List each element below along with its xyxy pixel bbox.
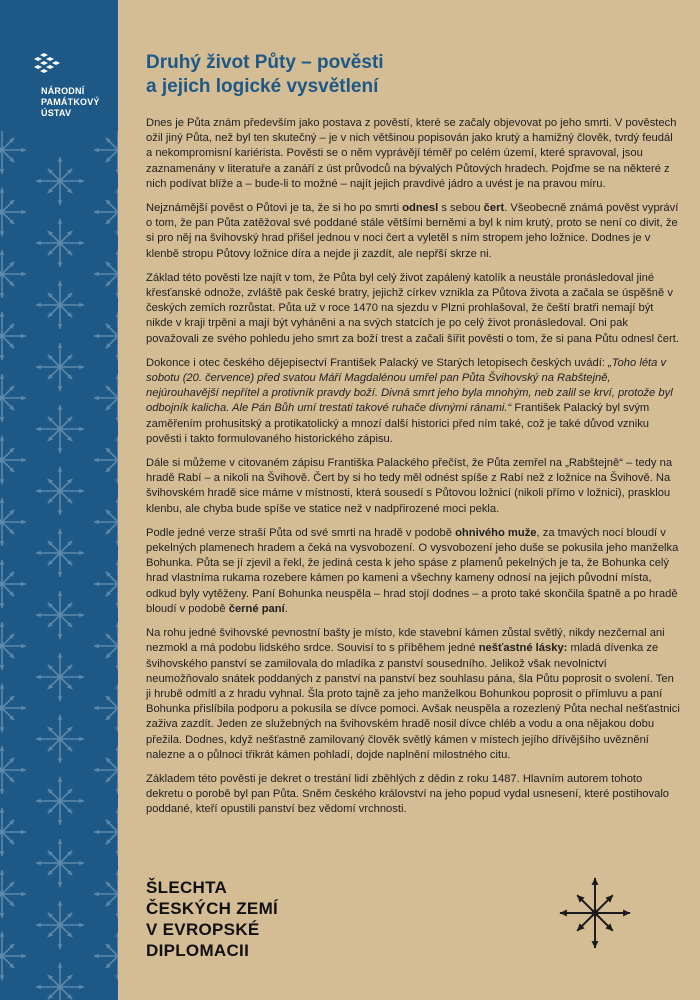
main-content bbox=[146, 50, 680, 827]
pattern-compass-icon bbox=[0, 932, 26, 980]
paragraph-2 bbox=[146, 201, 680, 262]
pattern-compass-icon bbox=[36, 715, 84, 763]
pattern-compass-icon bbox=[94, 808, 118, 856]
pattern-compass-icon bbox=[0, 808, 26, 856]
pattern-compass-icon bbox=[0, 436, 26, 484]
pattern-compass-icon bbox=[36, 157, 84, 205]
text-run: černé paní bbox=[228, 602, 285, 615]
pattern-compass-icon bbox=[36, 591, 84, 639]
pattern-compass-icon bbox=[36, 467, 84, 515]
pattern-compass-icon bbox=[94, 746, 118, 794]
series-title-line-4: DIPLOMACII bbox=[146, 941, 250, 960]
pattern-compass-icon bbox=[36, 405, 84, 453]
sidebar bbox=[0, 0, 118, 1000]
text-run: Dnes je Půta znám především jako postava z pověstí, které se začaly objevovat po jeho smrti. V pověstech ožil jiný Půta, než byl ten skutečný – je v nich většinou popisován jako krutý a hamižný člověk, tvrdý feudál a nekompromisní kariérista. Pověsti se o něm vyprávějí téměř po celém území, které spravoval, jsou zaznamenány v literatuře a zanáří z úst průvodců na bývalých Půtových hradech. Pojďme se na některé z nich podívat blíže a – bude-li to možné – najít jejich pravdivé jádro a uvést je na pravou míru. bbox=[146, 117, 677, 190]
pattern-compass-icon bbox=[94, 374, 118, 422]
pattern-compass-icon bbox=[94, 126, 118, 174]
pattern-compass-icon bbox=[0, 498, 26, 546]
pattern-compass-icon bbox=[0, 188, 26, 236]
text-run: ohnivého muže bbox=[455, 526, 537, 539]
pattern-compass-icon bbox=[94, 498, 118, 546]
pattern-compass-icon bbox=[36, 777, 84, 825]
paragraph-1 bbox=[146, 116, 680, 192]
text-run: mladá dívenka ze švihovského panství se zamilovala do mladíka z panství sousedního. Jelikož však nevolnictví neumožňovalo snátek poddaných z panství na panství bez souhlasu pána, šla Půtu poprosit o svolení. Ten ji hrubě odmítl a z hradu vyhnal. Šla proto tajně za jeho manželkou Bohunkou poprosit o přímluvu a paní Bohunka přislíbila podporu a pokusila se dívce pomoci. Avšak neuspěla a rozezlený Půta nechal nešťastnici zaživa zazdít. Jeden ze služebných na švihovském hradě nosil dívce chléb a vodu a ona nějakou dobu přežila. Dodnes, když nešťastně zamilovaný člověk světlý kámen v místech jejího dřívějšího uvěznění nalezne a o půlnoci třikrát kámen pohladí, dojde naplnění milostného citu. bbox=[146, 642, 680, 761]
title-line-1: Druhý život Půty – pověsti bbox=[146, 52, 384, 73]
compass-rose-icon bbox=[556, 874, 634, 952]
paragraph-3 bbox=[146, 271, 680, 347]
series-title bbox=[146, 877, 278, 961]
pattern-compass-icon bbox=[0, 622, 26, 670]
series-title-line-3: V EVROPSKÉ bbox=[146, 920, 260, 939]
text-run: nešťastné lásky: bbox=[478, 642, 568, 655]
pattern-compass-icon bbox=[94, 622, 118, 670]
logo-line-1: NÁRODNÍ bbox=[41, 86, 85, 96]
text-run: , za tmavých nocí bloudí v pekelných plamenech hradem a čeká na vysvobození. O vysvobození jeho duše se pokusila jeho manželka Bohunka. Půta se jí zjevil a řekl, že jediná cesta k jeho spáse z plamenů pekelných je ta, že Bohunka celý hrad vlastníma rukama rozebere kámen po kameni a všechny kameny odnosí na jejich původní místa, odkud byly vytěženy. Paní Bohunka neuspěla – hrad stojí dodnes – a proto také skončila špatně a po hradě bloudí v podobě bbox=[146, 526, 679, 615]
text-run: „Toho léta v sobotu (20. července) před svatou Máří Magdalénou umřel pan Půta Švihovský na Rabštejně, nejúrouhavější nepřítel a protivník pravdy boží. Divná smrt jeho byla mnohým, neb zalil se krví, protože byl odbojník kalicha. Ale Pán Bůh umí trestati takové ruhače divnými ránami.“ bbox=[146, 356, 673, 415]
pattern-compass-icon bbox=[36, 963, 84, 1000]
text-run: . Všeobecně známá pověst vypráví o tom, že pan Půta zatěžoval své poddané stále většími berněmi a byl k nim krutý, proto se není co divit, že si pro něj na švihovský hrad přišel jednou v noci čert a vyletěl s ním stropem jeho ložnice. Dodnes je v klenbě stropu Půtovy ložnice díra a nejde ji zazdít, ale nepřší skrze ni. bbox=[146, 202, 679, 260]
pattern-compass-icon bbox=[0, 746, 26, 794]
series-title-line-1: ŠLECHTA bbox=[146, 878, 228, 897]
pattern-compass-icon bbox=[94, 560, 118, 608]
paragraph-6 bbox=[146, 526, 680, 617]
pattern-compass-icon bbox=[0, 126, 26, 174]
page-title bbox=[146, 51, 680, 99]
pattern-compass-icon bbox=[0, 312, 26, 360]
pattern-compass-icon bbox=[94, 932, 118, 980]
pattern-compass-icon bbox=[94, 250, 118, 298]
text-run: Základ této pověsti lze najít v tom, že Půta byl celý život zapálený katolík a neustále pronásledoval jiné křesťanské odnože, zvláště pak české bratry, jejichž církev vznikla za Půtova života a začala se úspěšně v českých zemích rozrůstat. Půta už v roce 1470 na sjezdu v Plzni prohlašoval, že čeští bratři nemají být nikde v kraji trpěni a mají být vyháněni a na svých statcích je po celý život pronásledoval. Oni pak považovali ze svého pohledu jeho smrt za boží trest a začali šířit pověsti o tom, že si pana Půtu odnesl čert. bbox=[146, 271, 679, 345]
pattern-compass-icon bbox=[0, 250, 26, 298]
npu-logo bbox=[0, 45, 118, 131]
paragraph-7 bbox=[146, 626, 680, 763]
pattern-compass-icon bbox=[94, 312, 118, 360]
pattern-compass-icon bbox=[94, 188, 118, 236]
paragraph-4 bbox=[146, 356, 680, 447]
compass-pattern bbox=[0, 0, 118, 1000]
text-run: Základem této pověsti je dekret o trestání lidí zběhlých z dědin z roku 1487. Hlavním autorem tohoto dekretu o porobě byl pan Půta. Sněm českého království na jeho popud vydal usnesení, které postihovalo poddané, kteří opustili panství bez vědomí vrchnosti. bbox=[146, 772, 670, 816]
pattern-compass-icon bbox=[0, 870, 26, 918]
series-title-line-2: ČESKÝCH ZEMÍ bbox=[146, 899, 279, 918]
text-run: s sebou bbox=[438, 202, 484, 215]
article-body bbox=[146, 116, 680, 818]
pattern-compass-icon bbox=[36, 839, 84, 887]
title-line-2: a jejich logické vysvětlení bbox=[146, 76, 379, 97]
pattern-compass-icon bbox=[0, 374, 26, 422]
pattern-compass-icon bbox=[36, 901, 84, 949]
pattern-compass-icon bbox=[94, 870, 118, 918]
text-run: odnesl bbox=[402, 202, 439, 215]
pattern-compass-icon bbox=[0, 560, 26, 608]
text-run: Dokonce i otec českého dějepisectví František Palacký ve Starých letopisech českých uvádí: bbox=[146, 356, 609, 369]
pattern-compass-icon bbox=[36, 219, 84, 267]
pattern-compass-icon bbox=[94, 684, 118, 732]
pattern-compass-icon bbox=[36, 281, 84, 329]
text-run: Dále si můžeme v citovaném zápisu Františka Palackého přečíst, že Půta zemřel na „Rabštejně“ – tedy na hradě Rabí – a nikoli na Švihově. Čert by si ho tedy měl odnést spíše z Rabí než z ložnice na Švihově. Na švihovském hradě sice máme v místnosti, která sousedí s Půtovou ložnicí (nikoli přímo v ložnici), prasklou klenbu, ale chyba bude spíše ve statice než v nadpřirozené moci pekla. bbox=[146, 457, 673, 515]
text-run: František Palacký byl svým zaměřením prohusitský a protikatolický a mnozí další historici před ním také, což je také důvod vzniku pověsti i takto formulovaného historického zápisu. bbox=[146, 402, 650, 445]
pattern-compass-icon bbox=[36, 653, 84, 701]
paragraph-8 bbox=[146, 772, 680, 818]
npu-logo-mark-icon bbox=[30, 53, 64, 79]
logo-line-3: ÚSTAV bbox=[41, 108, 72, 118]
logo-line-2: PAMÁTKOVÝ bbox=[41, 97, 100, 107]
pattern-compass-icon bbox=[94, 436, 118, 484]
pattern-compass-icon bbox=[36, 343, 84, 391]
text-run: čert bbox=[483, 202, 505, 215]
text-run: Na rohu jedné švihovské pevnostní bašty je místo, kde stavební kámen zůstal světlý, nikdy nezčernal ani nezmokl a má podobu lidského srdce. Souvisí to s příběhem jedné bbox=[146, 627, 665, 655]
text-run: Podle jedné verze straší Půta od své smrti na hradě v podobě bbox=[146, 526, 456, 539]
text-run: Nejznámější pověst o Půtovi je ta, že si ho po smrti bbox=[146, 202, 403, 215]
text-run: . bbox=[284, 602, 288, 615]
pattern-compass-icon bbox=[0, 684, 26, 732]
paragraph-5 bbox=[146, 456, 680, 517]
pattern-compass-icon bbox=[36, 529, 84, 577]
